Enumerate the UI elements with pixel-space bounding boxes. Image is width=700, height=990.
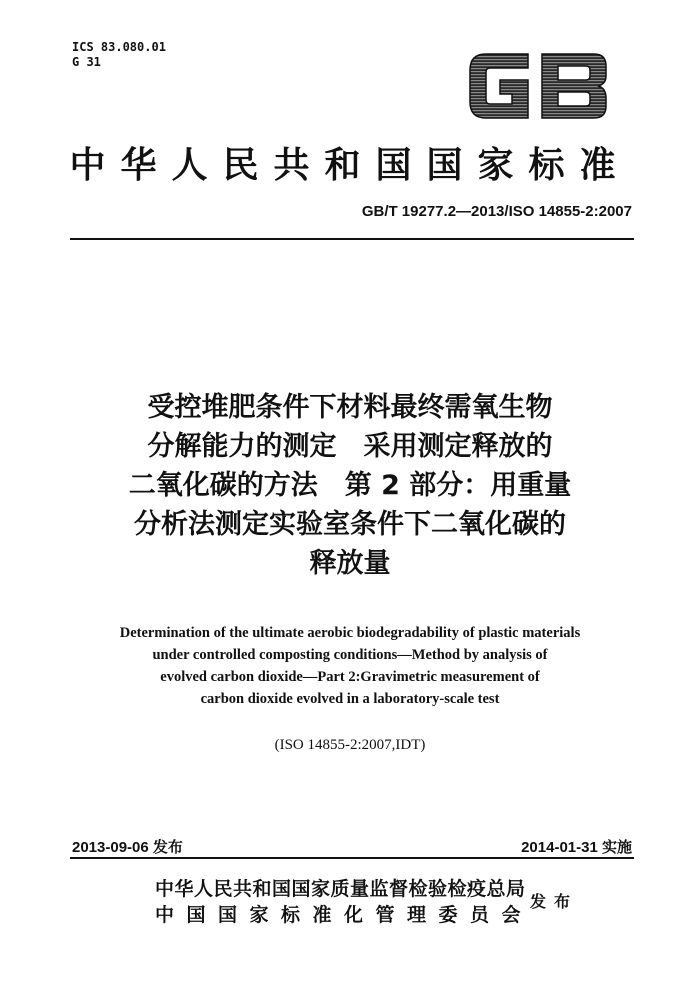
footer-divider — [70, 857, 634, 859]
publish-label: 发布 — [530, 892, 579, 911]
header-divider — [70, 238, 634, 240]
issue-date: 2013-09-06 发布 — [72, 839, 183, 856]
ccs-code: G 31 — [72, 55, 101, 69]
gb-logo — [462, 44, 614, 128]
issuer-aqsiq: 中华人民共和国国家质量监督检验检疫总局 — [155, 878, 526, 900]
implementation-date: 2014-01-31 实施 — [521, 839, 632, 856]
ics-code: ICS 83.080.01 — [72, 40, 166, 54]
chinese-title-line: 释放量 — [309, 548, 391, 579]
chinese-title-line: 分解能力的测定 采用测定释放的 — [147, 431, 553, 462]
issuer-sac: 中国国家标准化管理委员会 — [155, 904, 534, 926]
chinese-title-line: 二氧化碳的方法 第 2 部分：用重量 — [128, 470, 572, 501]
issuing-authorities — [155, 876, 533, 928]
classification-codes — [72, 40, 166, 70]
gb-logo-graphic — [462, 44, 614, 128]
national-standard-title: 中华人民共和国国家标准 — [69, 144, 631, 186]
chinese-title-line: 受控堆肥条件下材料最终需氧生物 — [147, 392, 553, 423]
chinese-title — [90, 388, 610, 583]
standard-number: GB/T 19277.2—2013/ISO 14855-2:2007 — [361, 203, 632, 220]
chinese-title-line: 分析法测定实验室条件下二氧化碳的 — [134, 509, 566, 540]
english-title-line: carbon dioxide evolved in a laboratory-scale test — [200, 691, 500, 707]
english-title-line: evolved carbon dioxide—Part 2:Gravimetric measurement of — [160, 669, 540, 685]
iso-reference: (ISO 14855-2:2007,IDT) — [274, 737, 426, 753]
english-title-line: Determination of the ultimate aerobic biodegradability of plastic materials — [119, 625, 581, 641]
english-title — [80, 622, 620, 710]
english-title-line: under controlled composting conditions—Method by analysis of — [152, 647, 548, 663]
